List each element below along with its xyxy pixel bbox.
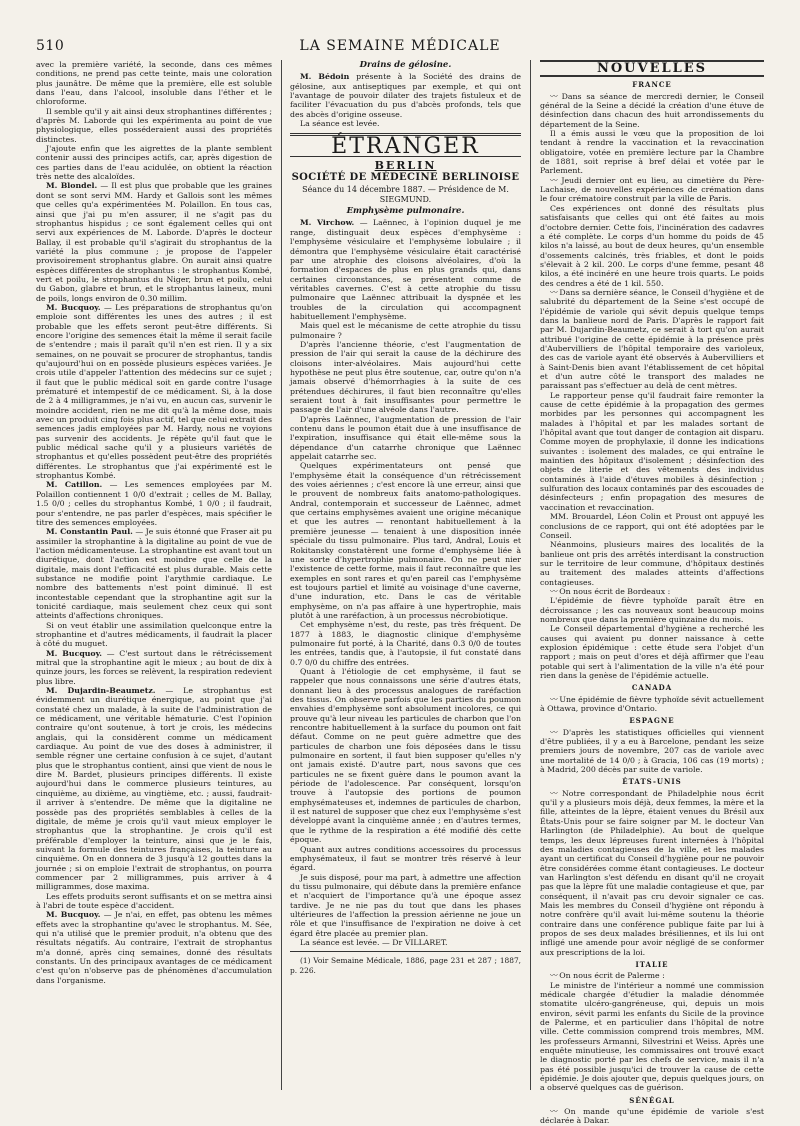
column-2 <box>290 60 521 1092</box>
city-heading: BERLIN <box>374 158 437 172</box>
dash-icon: 〰 <box>550 586 557 596</box>
speech-text: — Je n'ai, en effet, pas obtenu les mêmes effets avec la strophantine qu'avec le strophantus. M. Sée, qui n'a utilisé que le premier produit, n'a obtenu que des résultats négatifs. Au contraire, l'extrait de strophantus m'a donné, après cinq semaines, donné des résultats constants. Un des principaux avantages de ce médicament c'est qu'on n'observe pas de phénomènes d'accumulation dans l'organisme. <box>36 910 272 985</box>
country-heading: FRANCE <box>632 80 672 90</box>
session-date: Séance du 14 décembre 1887. — Présidence de M. SIEGMUND. <box>302 185 509 204</box>
country-heading: ESPAGNE <box>629 716 675 726</box>
dash-icon: 〰 <box>550 91 557 101</box>
country-heading: CANADA <box>631 683 673 693</box>
speech <box>36 480 272 527</box>
news-item <box>540 728 764 775</box>
dash-icon: 〰 <box>550 175 557 185</box>
news-text: Une épidémie de fièvre typhoïde sévit actuellement à Ottawa, province d'Ontario. <box>540 694 764 714</box>
dash-icon: 〰 <box>550 1107 557 1117</box>
speech-text: — C'est surtout dans le rétrécissement mitral que la strophantine agit le mieux ; au bout de dix à quinze jours, les forces se relèvent, la respiration redevient plus libre. <box>36 648 272 686</box>
speech <box>36 649 272 686</box>
news-text: Jeudi dernier ont eu lieu, au cimetière du Père-Lachaise, de nouvelles expériences de crémation dans le four crématoire construit par la ville de Paris. <box>540 175 765 204</box>
dash-icon: 〰 <box>550 971 557 981</box>
speaker: M. Blondel. <box>46 181 98 191</box>
paragraph: D'après Laënnec, l'augmentation de pression de l'air contenu dans le poumon était due à une insuffisance de l'expiration, insuffisance qui était elle-même sous la dépendance d'un catarrhe chronique que Laënnec appelait catarrhe sec. <box>290 414 521 462</box>
paragraph: La séance est levée. — Dr VILLARET. <box>300 937 448 947</box>
news-text: On nous écrit de Bordeaux : <box>559 586 671 596</box>
paragraph: Le Conseil départemental d'hygiène a recherché les causes qui avaient pu donner naissance à cette explosion épidémique : cette étude sera l'objet d'un rapport ; mais on peut d'ores et déjà affirmer que l'eau potable qui sert à l'alimentation de la ville n'a été pour rien dans la genèse de l'épidémie actuelle. <box>540 624 764 680</box>
news-item <box>540 1107 764 1126</box>
paragraph: Quant aux autres conditions accessoires du processus emphysémateux, il faut se montrer très réservé à leur égard. <box>290 844 521 873</box>
column-3 <box>540 60 765 1126</box>
country-heading: ITALIE <box>635 959 669 969</box>
dash-icon: 〰 <box>550 727 557 737</box>
dash-icon: 〰 <box>550 287 557 297</box>
footnote: (1) Voir Semaine Médicale, 1886, page 231 et 287 ; 1887, p. 226. <box>290 956 521 975</box>
paragraph: D'après l'ancienne théorie, c'est l'augmentation de pression de l'air qui serait la cause de la déchirure des cloisons inter-alvéolaires. Mais aujourd'hui cette hypothèse ne peut plus être soutenue, car, outre qu'on n'a jamais observé d'hémorrhagies à la suite de ces prétendues déchirures, il faut bien reconnaître qu'elles seraient tout à fait insuffisantes pour permettre le passage de l'air d'une alvéole dans l'autre. <box>290 339 521 415</box>
section-heading-etranger: ÉTRANGER <box>331 134 480 160</box>
news-text: Dans sa dernière séance, le Conseil d'hygiène et de salubrité du département de la Seine s'est occupé de l'épidémie de variole qui sévit depuis quelque temps dans la banlieue nord de Paris. D'après le rapport fait par M. Dujardin-Beaumetz, ce serait à tort qu'on aurait attribué l'origine de cette épidémie à la présence près d'Aubervilliers de l'hôpital temporaire des varioleux, des cas de variole ayant été observés à Aubervilliers et à Saint-Denis bien avant l'établissement de cet hôpital et d'un autre côté le transport des malades ne paraissant pas s'effectuer au delà de cent mètres. <box>540 287 764 391</box>
speaker: M. Dujardin-Beaumetz. <box>46 686 156 696</box>
journal-title: LA SEMAINE MÉDICALE <box>299 38 501 54</box>
speech-text: — Il est plus que probable que les graines dont se sont servi MM. Hardy et Gallois sont les mêmes que celles qu'a expérimentées M. Polaillon. En tous cas, ainsi que j'ai pu m'en assurer, il ne s'agit pas du strophantus hispidus ; ce sont également celles qui ont servi aux expériences de M. Laborde. D'après le docteur Ballay, il est probable qu'il s'agirait du strophantus de la variété la plus commune ; je propose de l'appeler provisoirement strophantus glabre. On aurait ainsi quatre espèces différentes de strophantus : le strophantus Kombé, vert et poilu, le strophantus du Niger, brun et poilu, celui du Gabon, glabre et brun, et le strophantus laineux, muni de poils, longs environ de 0.30 millim. <box>36 181 272 303</box>
speaker: M. Virchow. <box>300 218 355 228</box>
page-number: 510 <box>36 38 65 54</box>
paragraph: La séance est levée. <box>300 119 380 129</box>
speech-text: — Le strophantus est évidemment un diurétique énergique, au point que j'ai constaté chez un malade, à la suite de l'administration de ce médicament, une véritable hématurie. C'est l'opinion contraire qu'ont soutenue, à tort je crois, les médecins anglais, qui la considèrent comme un médicament cardiaque. Au point de vue des doses à administrer, il semble régner une certaine confusion à ce sujet, d'autant plus que le strophantus contient, ainsi que vient de nous le dire M. Bardet, plusieurs principes différents. Il existe aujourd'hui dans le commerce plusieurs teintures, au cinquième, au dixième, au vingtième, etc. ; aussi, faudrait-il arriver à s'entendre. De même que la digitaline ne possède pas des propriétés semblables à celles de la digitale, de même je crois qu'il vaut mieux employer le strophantus que la strophantine. Je crois qu'il est préférable d'employer la teinture, ainsi que je le fais, suivant la formule des teintures françaises, la teinture au cinquième. On en donnera de 3 jusqu'à 12 gouttes dans la journée ; si on emploie l'extrait de strophantus, on pourra commencer par 2 milligrammes, puis arriver à 4 milligrammes, dose maxima. <box>36 686 273 892</box>
news-item <box>540 971 764 980</box>
section-heading-nouvelles: NOUVELLES <box>540 60 764 77</box>
speech <box>36 527 272 620</box>
news-text: Dans sa séance de mercredi dernier, le Conseil général de la Seine a décidé la création d'une étuve de désinfection dans chacun des huit arrondissements du département de la Seine. <box>540 91 764 129</box>
paragraph: Mais quel est le mécanisme de cette atrophie du tissu pulmonaire ? <box>290 321 521 340</box>
speech <box>36 910 272 985</box>
news-item <box>540 92 764 129</box>
paragraph: Cet emphysème n'est, du reste, pas très fréquent. De 1877 à 1883, le diagnostic clinique d'emphysème pulmonaire fut porté, à la Charité, dans 0.3 0/0 de toutes les entrées, tandis que, à l'autopsie, il fut constaté dans 0.7 0/0 du chiffre des entrées. <box>290 620 521 667</box>
speech <box>36 686 272 892</box>
paragraph: Les effets produits seront suffisants et on se mettra ainsi à l'abri de toute espèce d'accident. <box>36 891 272 910</box>
paragraph: J'ajoute enfin que les aigrettes de la plante semblent contenir aussi des principes actifs, car, après digestion de ces parties dans de l'eau acidulée, on obtient la réaction très nette des alcaloïdes. <box>36 144 272 182</box>
paragraph: L'épidémie de fièvre typhoïde paraît être en décroissance ; les cas nouveaux sont beaucoup moins nombreux que dans la première quinzaine du mois. <box>540 596 764 624</box>
paragraph: Le rapporteur pense qu'il faudrait faire remonter la cause de cette épidémie à la propagation des germes morbides par les personnes qui accompagnent les malades à l'hôpital et par les malades sortant de l'hôpital avant que tout danger de contagion ait disparu. Comme moyen de prophylaxie, il donne les indications suivantes : isolement des malades, ce qui entraîne le maintien des hôpitaux d'isolement ; désinfection des objets de literie et des vêtements des individus contaminés à l'aide d'étuves mobiles à désinfection ; sulfuration des locaux contaminés par des escouades de désinfecteurs ; enfin propagation des mesures de vaccination et revaccination. <box>540 390 764 512</box>
speaker: M. Bucquoy. <box>46 648 102 658</box>
speech-text: présente à la Société des drains de gélosine, aux antiseptiques par exemple, et qui ont l'avantage de pouvoir dilater des trajets fistuleux et de faciliter l'évacuation du pus d'abcès profonds, tels que des abcès d'origine osseuse. <box>290 72 521 119</box>
news-item <box>540 176 764 204</box>
paragraph: MM. Brouardel, Léon Colin et Proust ont appuyé les conclusions de ce rapport, qui ont été adoptées par le Conseil. <box>540 512 764 540</box>
speech-text: — Les semences employées par M. Polaillon contiennent 1 0/0 d'extrait ; celles de M. Ballay, 1.5 0/0 ; celles du strophantus Kombé, 1 0/0 ; il faudrait, pour s'entendre, ne pas parler d'espèces, mais spécifier le titre des semences employées. <box>36 480 273 527</box>
divider <box>290 951 521 952</box>
speech-text: — Les préparations de strophantus qu'on emploie sont différentes les unes des autres ; il est probable que les effets seront peut-être différents. Si encore l'origine des semences était la même il serait facile de s'entendre ; mais il paraît qu'il n'en est rien. Il y a six semaines, on ne pouvait se procurer de strophantus, tandis qu'aujourd'hui on en possède plusieurs espèces variées. Je crois utile d'appeler l'attention des médecins sur ce sujet ; il faut que le public médical soit en garde contre l'usage prématuré et intempestif de ce médicament. Si, à la dose de 2 à 4 milligrammes, je n'ai vu, en aucun cas, survenir le moindre accident, rien ne me dit qu'à la même dose, mais avec un produit cinq fois plus actif, tel que celui extrait des semences jadis employées par M. Hardy, nous ne voyions pas survenir des accidents. Je répète qu'il faut que le public médical sache qu'il y a plusieurs variétés de strophantus et qu'elles possèdent peut-être des propriétés différentes. Le strophantus que j'ai expérimenté est le strophantus Kombé. <box>36 302 272 481</box>
paragraph: Il semble qu'il y ait ainsi deux strophantines différentes ; d'après M. Laborde qui les expérimenta au point de vue physiologique, elles posséderaient aussi des propriétés distinctes. <box>36 106 272 144</box>
dash-icon: 〰 <box>550 694 557 704</box>
paragraph: Quelques expérimentateurs ont pensé que l'emphysème était la conséquence d'un rétrécissement des voies aériennes ; c'est encore là une erreur, ainsi que le prouvent de nombreux faits anatomo-pathologiques. Andral, contemporain et successeur de Laënnec, admet que certains emphysèmes avaient une origine mécanique et que les autres — renontant habituellement à la première jeunesse — tenaient à une disposition innée spéciale du tissu pulmonaire. Plus tard, Andral, Louis et Rokitansky constatèrent une forme d'emphysème liée à une sorte d'hypertrophie pulmonaire. On ne peut nier l'existence de cette forme, mais il faut reconnaître que les exemples en sont rares et qu'en pareil cas l'emphysème est toujours partiel et limité au voisinage d'une caverne, d'une induration, etc. Dans le cas de véritable emphysème, on n'a pas affaire à une hypertrophie, mais plutôt à une raréfaction, à un processus nécrobiotique. <box>290 461 521 620</box>
speech <box>36 181 272 302</box>
dash-icon: 〰 <box>550 788 557 798</box>
speech <box>290 218 521 321</box>
paragraph: Quant à l'étiologie de cet emphysème, il faut se rappeler que nous connaissons une série d'autres états, donnant lieu à des processus analogues de raréfaction des tissus. On observe parfois que les parties du poumon envahies d'emphysème sont absolument incolores, ce qui prouve qu'à leur niveau les particules de charbon que l'on rencontre habituellement à la surface du poumon ont fait défaut. Comme on ne peut guère admettre que des particules de charbon une fois déposées dans le tissu pulmonaire en sortent, il faut bien supposer qu'elles n'y ont jamais existé. D'autre part, nous savons que ces particules ne se fixent guère dans le poumon avant la période de l'adolescence. Par conséquent, lorsqu'on trouve à l'autopsie des portions de poumon emphysémateuses et, indemnes de particules de charbon, il est naturel de supposer que chez eux l'emphysème s'est développé avant la cinquième année ; en d'autres termes, que le rythme de la respiration a été modifié dès cette époque. <box>290 666 521 845</box>
paragraph: Ces expériences ont donné des résultats plus satisfaisants que celles qui ont été faites au mois d'octobre dernier. Cette fois, l'incinération des cadavres a été complète. Le corps d'un homme du poids de 45 kilos n'a laissé, au bout de deux heures, qu'un ensemble d'ossements calcinés, très friables, et dont le poids s'élevait à 2 kil. 200. Le corps d'une femme, pesant 48 kilos, a été incinéré en une heure trois quarts. Le poids des cendres a été de 1 kil. 550. <box>540 203 764 288</box>
speaker: M. Bucquoy. <box>46 302 101 312</box>
speaker: M. Bédoin <box>300 72 350 82</box>
section-title: Emphysème pulmonaire. <box>346 206 465 217</box>
news-item <box>540 587 764 596</box>
paragraph: avec la première variété, la seconde, dans ces mêmes conditions, ne prend pas cette teinte, mais une coloration plus jaunâtre. De même que la première, elle est soluble dans l'eau, dans l'alcool, insoluble dans l'éther et le chloroforme. <box>36 60 272 107</box>
paragraph: Le ministre de l'intérieur a nommé une commission médicale chargée d'étudier la maladie dénommée stomatite ulcéro-gangréneuse, qui, depuis un mois environ, sévit parmi les enfants du Sicile de la province de Palerme, et en particulier dans l'hôpital de notre ville. Cette commission comprend trois membres, MM. les professeurs Armanni, Silvestrini et Weiss. Après une enquête minutieuse, les commissaires ont trouvé exact le diagnostic porté par les chefs de service, mais il n'a pas été possible jusqu'ici de trouver la cause de cette épidémie. Je dois ajouter que, depuis quelques jours, on a observé quelques cas de guérison. <box>540 980 764 1093</box>
column-1 <box>36 60 272 1092</box>
page-header <box>36 38 764 56</box>
speaker: M. Constantin Paul. <box>46 527 133 537</box>
paragraph: Je suis disposé, pour ma part, à admettre une affection du tissu pulmonaire, qui débute dans la première enfance et n'acquiert de l'importance qu'à une époque assez tardive. Je ne nie pas du tout que dans les phases ultérieures de l'affection la pression aérienne ne joue un rôle et que l'insuffisance de l'expiration ne doive à cet égard être placée au premier plan. <box>290 872 521 938</box>
paragraph: Si on veut établir une assimilation quelconque entre la strophantine et d'autres médicaments, il faudrait la placer à côté du muguet. <box>36 620 272 649</box>
column-divider <box>530 60 531 1090</box>
country-heading: ÉTATS-UNIS <box>622 777 682 787</box>
speech-text: — Laënnec, à l'opinion duquel je me range, distinguait deux espèces d'emphysème : l'emphysème vésiculaire et l'emphysème lobulaire ; il démontra que l'emphysème vésiculaire était caractérisé par une atrophie des cloisons alvéolaires, d'où la formation d'espaces de plus en plus grands qui, dans certaines circonstances, se présentent comme de véritables cavernes. C'est à cette atrophie du tissu pulmonaire que Laënnec attribuait la dyspnée et les troubles de la circulation qui accompagnent habituellement l'emphysème. <box>290 218 521 321</box>
section-title: Drains de gélosine. <box>359 60 452 70</box>
country-heading: SÉNÉGAL <box>629 1095 675 1105</box>
news-item <box>540 695 764 714</box>
column-divider <box>281 60 282 1090</box>
paragraph: Néanmoins, plusieurs maires des localités de la banlieue ont pris des arrêtés interdisant la construction sur le territoire de leur commune, d'hôpitaux destinés au traitement des malades atteints d'affections contagieuses. <box>540 540 764 587</box>
news-item <box>540 288 764 391</box>
society-heading: SOCIÉTÉ DE MÉDECINE BERLINOISE <box>291 172 520 184</box>
speech-text: — Je suis étonné que Fraser ait pu assimiler la strophantine à la digitaline au point de vue de l'action médicamenteuse. La strophantine est avant tout un diurétique, dont l'action est moindre que celle de la digitale, mais dont l'efficacité est plus durable. Mais cette substance ne modifie point l'arythmie cardiaque. Le nombre des battements n'est point diminué. Il est incontestable cependant que la strophantine agit sur la tonicité cardiaque, mais seulement chez ceux qui sont atteints d'affections chroniques. <box>36 527 273 621</box>
paragraph: Il a émis aussi le vœu que la proposition de loi tendant à rendre la vaccination et la revaccination obligatoire, votée en première lecture par la Chambre de 1881, soit reprise à bref délai et votée par le Parlement. <box>540 129 764 176</box>
news-text: Notre correspondant de Philadelphie nous écrit qu'il y a plusieurs mois déjà, deux femmes, la mère et la fille, atteintes de la lèpre, étaient venues du Brésil aux États-Unis pour se faire soigner par M. le docteur Van Harlington (de Philadelphie). Au bout de quelque temps, les deux lépreuses furent internées à l'hôpital des maladies contagieuses de la ville, et les malades ayant un certificat du Conseil d'hygiène pour ne pouvoir être considérées comme étant contagieuses. Le docteur van Harlington s'est défendu en disant qu'il ne croyait pas que la lèpre fût une maladie contagieuse et que, par conséquent, il n'avait pas cru devoir signaler ce cas. Mais les membres du Conseil d'hygiène ont répondu à notre confrère qu'il avait lui-même soutenu la théorie contraire dans une conférence publique faite par lui à propos de ses deux malades brésiliennes, et ils lui ont infligé une amende pour avoir négligé de se conformer aux prescriptions de la loi. <box>540 788 764 957</box>
news-text: D'après les statistiques officielles qui viennent d'être publiées, il y a eu à Barcelone, pendant les seize premiers jours de novembre, 207 cas de variole avec une mortalité de 14 0/0 ; à Gracia, 106 cas (19 morts) ; à Madrid, 200 décès par suite de variole. <box>540 727 764 775</box>
news-text: On nous écrit de Palerme : <box>559 971 665 981</box>
speaker: M. Catillon. <box>46 480 103 490</box>
speech <box>290 72 521 119</box>
speaker: M. Bucquoy. <box>46 910 101 920</box>
news-text: On mande qu'une épidémie de variole s'est déclarée à Dakar. <box>540 1107 765 1126</box>
news-item <box>540 789 764 957</box>
speech <box>36 303 272 481</box>
